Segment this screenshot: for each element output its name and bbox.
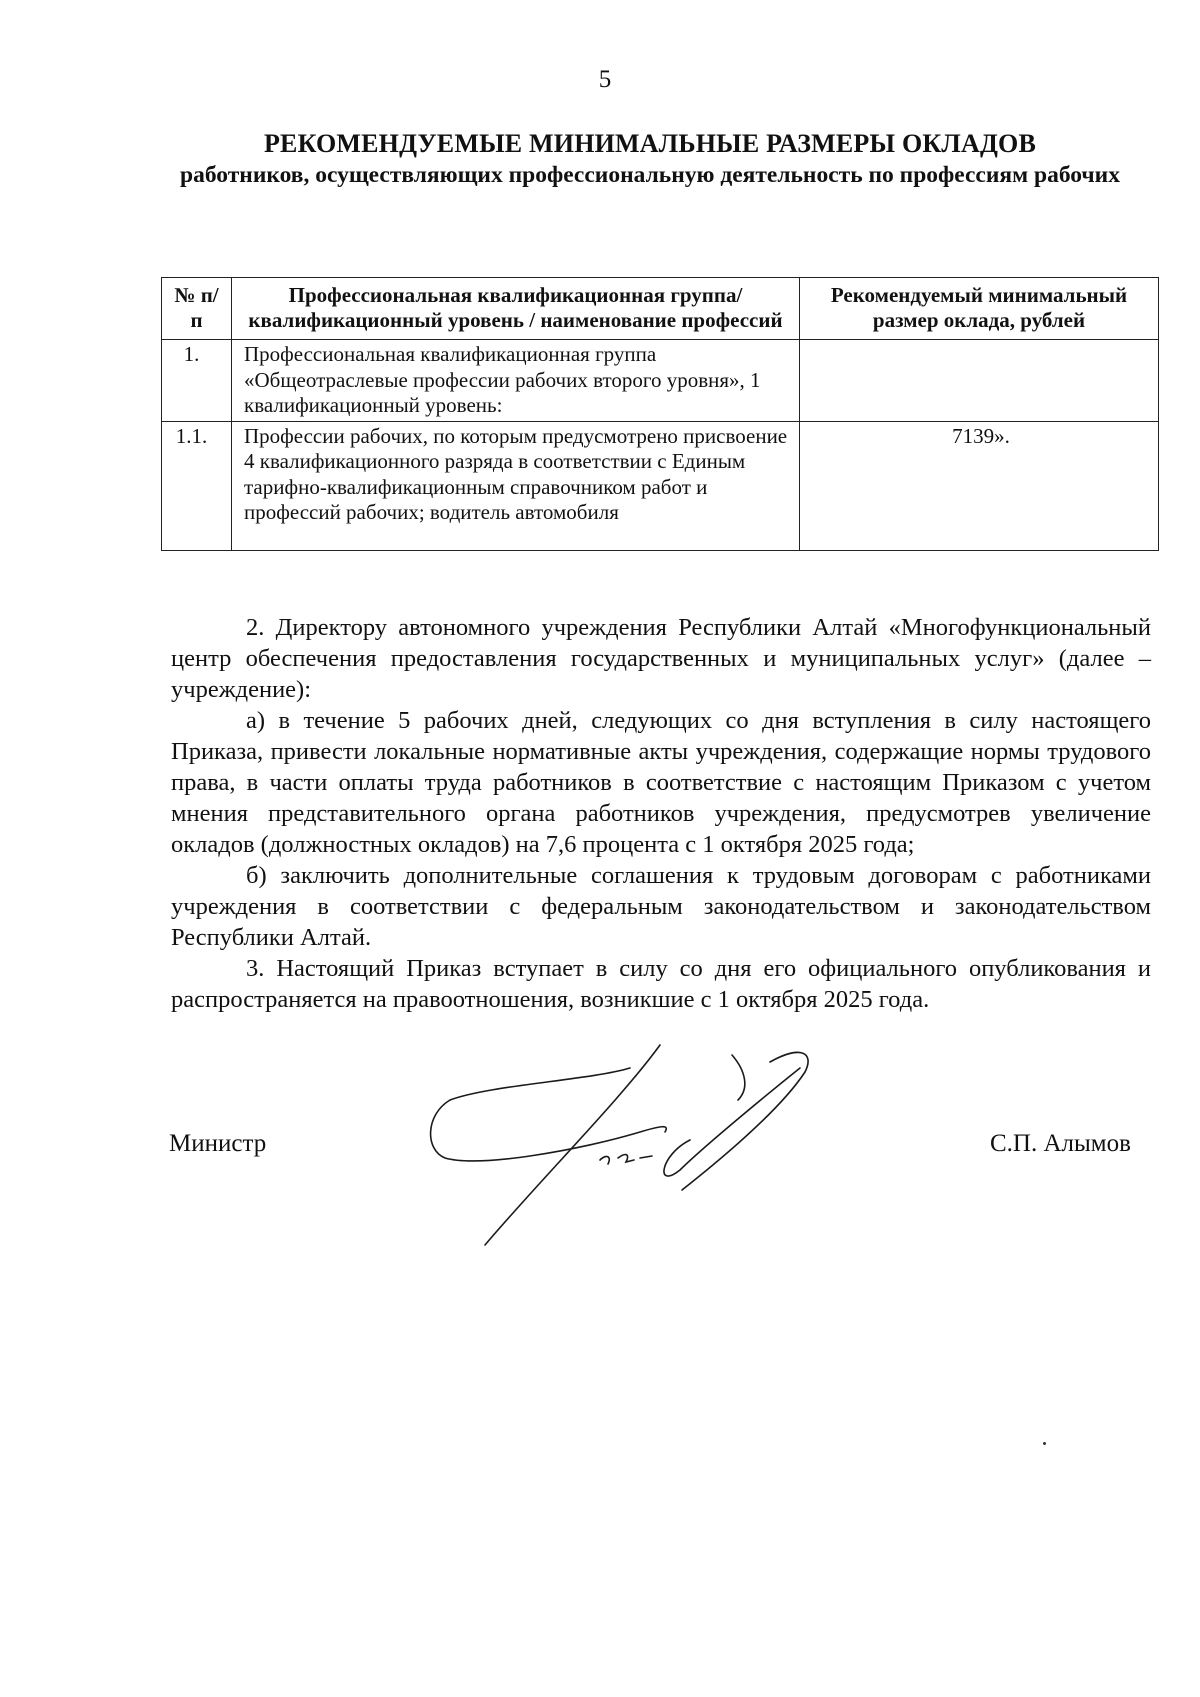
header-profession: Профессиональная квалификационная группа/квалификационный уровень / наименование профессий <box>232 278 800 340</box>
table-header-row <box>162 278 1159 340</box>
row-amount: 7139». <box>800 421 1159 550</box>
document-title <box>160 128 1140 191</box>
title-main: РЕКОМЕНДУЕМЫЕ МИНИМАЛЬНЫЕ РАЗМЕРЫ ОКЛАДОВ <box>263 129 1037 158</box>
body-text <box>171 612 1151 1015</box>
page-number: 5 <box>598 66 612 93</box>
signatory-name: С.П. Алымов <box>990 1130 1131 1157</box>
row-amount <box>800 340 1159 422</box>
paragraph-2: 2. Директору автономного учреждения Республики Алтай «Многофункциональный центр обеспечения предоставления государственных и муниципальных услуг» (далее – учреждение): <box>171 614 1151 703</box>
title-subtitle: работников, осуществляющих профессиональную деятельность по профессиям рабочих <box>180 162 1120 188</box>
scan-dot <box>1043 1442 1046 1445</box>
row-profession: Профессиональная квалификационная группа «Общеотраслевые профессии рабочих второго уровня», 1 квалификационный уровень: <box>232 340 800 422</box>
row-profession: Профессии рабочих, по которым предусмотрено присвоение 4 квалификационного разряда в соответствии с Единым тарифно-квалификационным справочником работ и профессий рабочих; водитель автомобиля <box>232 421 800 550</box>
paragraph-3: 3. Настоящий Приказ вступает в силу со дня его официального опубликования и распространяется на правоотношения, возникшие с 1 октября 2025 года. <box>171 955 1151 1013</box>
header-salary: Рекомендуемый минимальный размер оклада, рублей <box>800 278 1159 340</box>
header-number: № п/п <box>162 278 232 340</box>
salary-table <box>161 277 1159 551</box>
paragraph-2a: а) в течение 5 рабочих дней, следующих со дня вступления в силу настоящего Приказа, привести локальные нормативные акты учреждения, содержащие нормы трудового права, в части оплаты труда работников в соответствие с настоящим Приказом с учетом мнения представительного органа работников учреждения, предусмотрев увеличение окладов (должностных окладов) на 7,6 процента с 1 октября 2025 года; <box>171 707 1151 858</box>
signatory-title: Министр <box>169 1130 267 1157</box>
paragraph-2b: б) заключить дополнительные соглашения к трудовым договорам с работниками учреждения в соответствии с федеральным законодательством и законодательством Республики Алтай. <box>171 862 1151 951</box>
handwritten-signature <box>420 1040 880 1260</box>
table-row <box>162 421 1159 550</box>
row-number: 1.1. <box>162 421 232 550</box>
row-number: 1. <box>162 340 232 422</box>
table-row <box>162 340 1159 422</box>
